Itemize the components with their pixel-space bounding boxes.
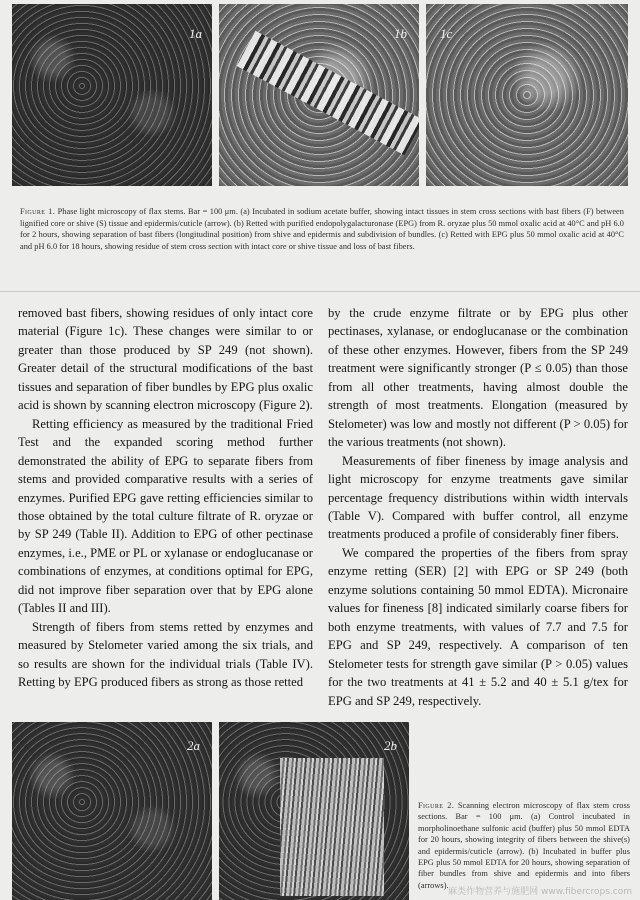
figure2-panel-b	[219, 722, 409, 900]
paragraph: removed bast fibers, showing residues of only intact core material (Figure 1c). These changes were similar to or greater than those produced by SP 249 (not shown). Greater detail of the structural modifications of the bast tissues and separation of fiber bundles by EPG plus oxalic acid is shown by scanning electron microscopy (Figure 2).	[18, 306, 313, 413]
body-right-column	[328, 304, 628, 710]
figure1-panel-c	[426, 4, 628, 186]
figure1-panel-b-label: 1b	[394, 26, 407, 41]
figure2-panel-a	[12, 722, 212, 900]
fiber-bundle-image	[280, 758, 385, 897]
figure2-panel-a-label: 2a	[187, 738, 200, 753]
figure2-caption-head: Figure 2.	[418, 801, 455, 810]
figure2-caption	[418, 800, 630, 891]
figure1-caption-head: Figure 1.	[20, 207, 56, 216]
figure1-panel-a	[12, 4, 212, 186]
paragraph: Measurements of fiber fineness by image analysis and light microscopy for enzyme treatments gave similar percentage frequency distributions within width intervals (Table V). Compared with buffer control, all enzyme treatments produced a profile of considerably finer fibers.	[328, 453, 628, 542]
paragraph: Strength of fibers from stems retted by enzymes and measured by Stelometer varied among the six trials, and so results are shown for the individual trials (Table IV). Retting by EPG produced fibers as strong as those retted	[18, 619, 313, 690]
figure1-panel-a-label: 1a	[189, 26, 202, 41]
paragraph: Retting efficiency as measured by the traditional Fried Test and the expanded scoring method further demonstrated the ability of EPG to separate fibers from stems and provided comparative results with a series of enzymes. Purified EPG gave retting efficiencies similar to those obtained by the total culture filtrate of R. oryzae or by SP 249 (Table II). Addition to EPG of other pectinase enzymes, i.e., PME or PL or xylanase or endoglucanase or combinations of enzymes, at conditions optimal for EPG, did not improve fiber separation over that by EPG alone (Tables II and III).	[18, 416, 313, 616]
body-left-column	[18, 304, 313, 692]
figure1-panel-c-label: 1c	[440, 26, 453, 41]
figure1-caption	[20, 206, 624, 253]
watermark: 麻类作物营养与施肥网 www.fibercrops.com	[448, 887, 632, 897]
figure2-panel-b-label: 2b	[384, 738, 397, 753]
figure2-caption-text: Scanning electron microscopy of flax stem cross sections. Bar = 100 μm. (a) Control incubated in morpholinoethane sulfonic acid (buffer) plus 50 mmol EDTA for 20 hours, showing integrity of fibers between the shive(s) and epidermis/cuticle (arrow). (b) Incubated in buffer plus EPG plus 50 mmol EDTA for 20 hours, showing separation of fiber bundles from shive and epidermis and into fibers (arrows).	[418, 801, 631, 890]
figure1-caption-text: Phase light microscopy of flax stems. Bar = 100 μm. (a) Incubated in sodium acetate buffer, showing intact tissues in stem cross sections with bast fibers (F) between lignified core or shive (S) tissue and epidermis/cuticle (arrow). (b) Retted with purified endopolygalacturonase (EPG) from R. oryzae plus 50 mmol oxalic acid at 40°C and pH 6.0 for 2 hours, showing separation of bast fibers (longitudinal position) from shive and epidermis and subdivision of bundles. (c) Retted with EPG plus 50 mmol oxalic acid at 40°C and pH 6.0 for 18 hours, showing residue of stem cross section with intact core or shive tissue and loss of bast fibers.	[20, 207, 624, 252]
paragraph: We compared the properties of the fibers from spray enzyme retting (SER) [2] with EPG or SP 249 (both enzyme solutions containing 50 mmol EDTA). Micronaire values for fineness [8] indicated similarly coarse fibers for both enzyme treatments, with values of 7.7 and 7.5 for EPG and SP 249, respectively. A comparison of ten Stelometer tests for strength gave similar (P > 0.05) values for the two treatments at 41 ± 5.2 and 40 ± 5.1 g/tex for EPG and SP 249, respectively.	[328, 545, 628, 708]
fiber-bundle-image	[237, 31, 419, 156]
section-divider	[0, 291, 640, 292]
figure1-panel-b	[219, 4, 419, 186]
paragraph: by the crude enzyme filtrate or by EPG plus other pectinases, xylanase, or endoglucanase or the combination of these other enzymes. However, fibers from the SP 249 treatment were significantly stronger (P ≤ 0.05) than those from all other treatments, having almost double the strength of most treatments. Elongation (measured by Stelometer) was low and mostly not different (P > 0.05) for the various treatments (not shown).	[328, 306, 628, 450]
